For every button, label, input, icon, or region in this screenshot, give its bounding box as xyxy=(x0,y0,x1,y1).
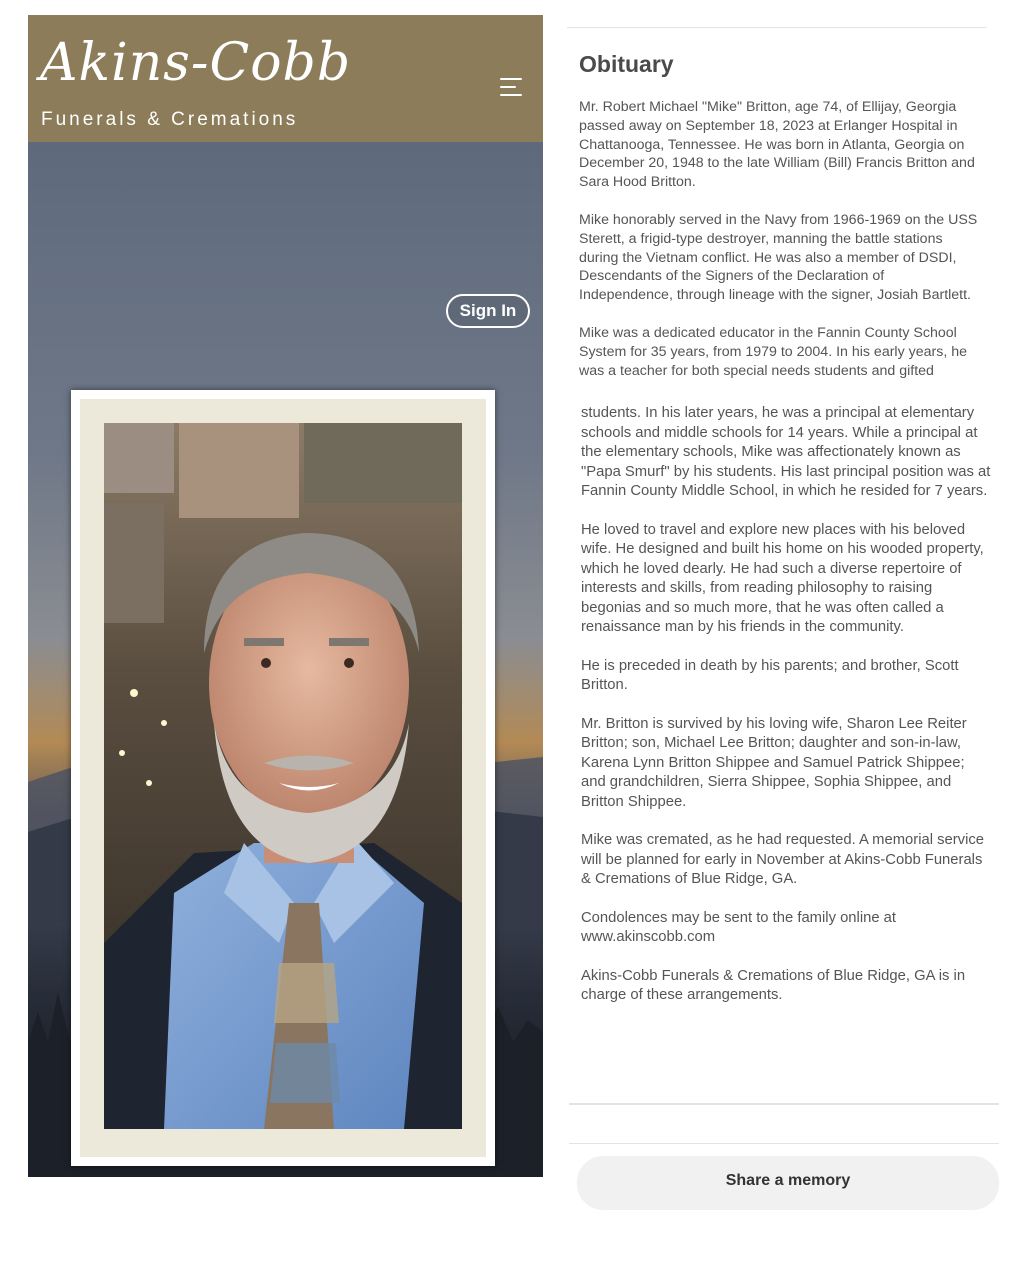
logo-tagline: Funerals & Cremations xyxy=(41,109,299,130)
logo-wordmark[interactable]: Akins-Cobb xyxy=(40,33,352,93)
obituary-paragraph: Akins-Cobb Funerals & Cremations of Blue Ridge, GA is in charge of these arrangements. xyxy=(581,967,966,1003)
portrait-mat xyxy=(80,399,486,1157)
hero-background xyxy=(28,142,543,1277)
obituary-text-top xyxy=(579,98,979,379)
portrait-photo xyxy=(104,423,462,1129)
top-divider xyxy=(567,27,987,28)
share-memory-button[interactable]: Share a memory xyxy=(577,1156,999,1210)
life-dates: December 20, 1948 - September 18, 2023 xyxy=(82,1254,489,1277)
obituary-paragraph: Condolences may be sent to the family online at www.akinscobb.com xyxy=(581,909,897,945)
deceased-name: Robert Michael "Mike" Britton xyxy=(65,1200,506,1235)
obituary-panel xyxy=(567,15,1007,1200)
obituary-paragraph: Mike was cremated, as he had requested. A memorial service will be planned for early in November at Akins-Cobb Funerals & Cremations of Blue Ridge, GA. xyxy=(581,832,984,887)
obituary-paragraph: Mr. Robert Michael "Mike" Britton, age 74, of Ellijay, Georgia passed away on September 18, 2023 at Erlanger Hospital in Chattanooga, Tennessee. He was born in Atlanta, Georgia on December 20, 1948 to the late William (Bill) Francis Britton and Sara Hood Britton. xyxy=(579,99,975,191)
obituary-paragraph: Mike honorably served in the Navy from 1966-1969 on the USS Sterett, a frigid-type destroyer, manning the battle stations during the Vietnam conflict. He was also a member of DSDI, Descendants of the Signers of the Declaration of Independence, through lineage with the signer, Josiah Bartlett. xyxy=(579,211,978,304)
obituary-paragraph: He is preceded in death by his parents; and brother, Scott Britton. xyxy=(581,657,959,693)
obituary-title: Obituary xyxy=(579,51,674,77)
memorial-panel xyxy=(28,15,543,1277)
obituary-paragraph: He loved to travel and explore new places with his beloved wife. He designed and built his home on his wooded property, which he loved dearly. He had such a diverse repertoire of interests and skills, from reading philosophy to raising begonias and so much more, that he was often called a renaissance man by his friends in the community. xyxy=(581,521,984,635)
obituary-paragraph: students. In his later years, he was a principal at elementary schools and middle schools for 14 years. While a principal at the elementary schools, Mike was affectionately known as "Papa Smurf" by his students. His last principal position was at Fannin County Middle School, in which he resided for 7 years. xyxy=(581,405,991,499)
sign-in-button[interactable]: Sign In xyxy=(446,294,530,328)
bottom-divider-2 xyxy=(569,1143,999,1144)
bottom-divider xyxy=(569,1103,999,1105)
site-header xyxy=(28,15,543,142)
portrait-frame xyxy=(71,390,495,1166)
obituary-paragraph: Mike was a dedicated educator in the Fannin County School System for 35 years, from 1979 to 2004. In his early years, he was a teacher for both special needs students and gifted xyxy=(579,324,967,379)
obituary-paragraph: Mr. Britton is survived by his loving wife, Sharon Lee Reiter Britton; son, Michael Lee Britton; daughter and son-in-law, Karena Lynn Britton Shippee and Samuel Patrick Shippee; and grandchildren, Sierra Shippee, Sophia Shippee, and Britton Shippee. xyxy=(581,715,967,810)
hamburger-menu-icon[interactable] xyxy=(498,75,526,99)
obituary-text-bottom xyxy=(581,404,993,1025)
